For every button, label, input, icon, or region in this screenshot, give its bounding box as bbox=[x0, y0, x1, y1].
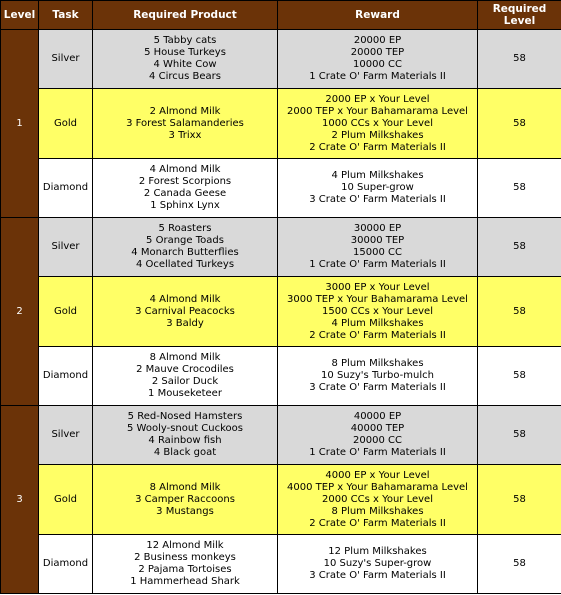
reward-item: 3000 EP x Your Level bbox=[325, 281, 430, 293]
table-row bbox=[1, 218, 561, 277]
reward-item: 20000 TEP bbox=[350, 47, 405, 58]
reward-item: 15000 CC bbox=[353, 247, 402, 258]
reward-item: 3000 TEP x Your Bahamarama Level bbox=[287, 293, 468, 305]
reward-item: 1000 CCs x Your Level bbox=[321, 117, 433, 129]
task-tier-cell: Diamond bbox=[39, 535, 93, 594]
reward-item: 4 Plum Milkshakes bbox=[331, 317, 424, 329]
reward-cell bbox=[278, 89, 478, 159]
task-tier-cell: Diamond bbox=[39, 347, 93, 406]
task-tier-cell: Gold bbox=[39, 277, 93, 347]
product-item: 8 Almond Milk bbox=[149, 352, 221, 363]
product-item: 2 Canada Geese bbox=[143, 188, 227, 199]
product-item: 4 Monarch Butterflies bbox=[131, 247, 239, 258]
product-item: 3 Carnival Peacocks bbox=[135, 305, 235, 317]
product-item: 2 Pajama Tortoises bbox=[138, 564, 232, 575]
required-product-cell bbox=[93, 218, 278, 277]
product-item: 2 Business monkeys bbox=[134, 552, 236, 563]
required-product-cell bbox=[93, 159, 278, 218]
reward-item: 10 Super-grow bbox=[341, 182, 414, 193]
product-item: 3 Mustangs bbox=[156, 505, 214, 517]
required-level-cell: 58 bbox=[478, 218, 561, 277]
header-task: Task bbox=[39, 1, 93, 30]
table-row bbox=[1, 159, 561, 218]
reward-item: 3 Crate O' Farm Materials II bbox=[309, 570, 446, 581]
required-level-cell: 58 bbox=[478, 347, 561, 406]
reward-item: 4 Plum Milkshakes bbox=[331, 170, 424, 181]
reward-item: 10 Suzy's Super-grow bbox=[323, 558, 432, 569]
reward-item: 2 Crate O' Farm Materials II bbox=[309, 517, 446, 529]
header-required-level: Required Level bbox=[478, 1, 561, 30]
task-tier-cell: Silver bbox=[39, 30, 93, 89]
product-item: 3 Trixx bbox=[168, 129, 202, 141]
reward-item: 8 Plum Milkshakes bbox=[331, 505, 424, 517]
product-item: 1 Mouseketeer bbox=[148, 388, 222, 399]
required-product-cell bbox=[93, 535, 278, 594]
required-product-cell bbox=[93, 89, 278, 159]
task-tier-cell: Gold bbox=[39, 89, 93, 159]
reward-item: 40000 EP bbox=[353, 411, 402, 422]
table-row bbox=[1, 30, 561, 89]
reward-item: 2000 EP x Your Level bbox=[325, 93, 430, 105]
product-item: 1 Sphinx Lynx bbox=[150, 200, 220, 211]
product-item: 4 Rainbow fish bbox=[148, 435, 222, 446]
table-body bbox=[1, 30, 561, 594]
required-product-cell bbox=[93, 465, 278, 535]
reward-cell bbox=[278, 535, 478, 594]
task-tier-cell: Silver bbox=[39, 218, 93, 277]
required-level-cell: 58 bbox=[478, 465, 561, 535]
reward-item: 2000 TEP x Your Bahamarama Level bbox=[287, 105, 468, 117]
required-level-cell: 58 bbox=[478, 159, 561, 218]
level-cell: 3 bbox=[1, 406, 39, 594]
table-row bbox=[1, 347, 561, 406]
reward-item: 4000 TEP x Your Bahamarama Level bbox=[287, 481, 468, 493]
table-row bbox=[1, 89, 561, 159]
reward-cell bbox=[278, 465, 478, 535]
reward-item: 4000 EP x Your Level bbox=[325, 469, 430, 481]
reward-cell bbox=[278, 218, 478, 277]
table-row bbox=[1, 406, 561, 465]
level-cell: 2 bbox=[1, 218, 39, 406]
required-product-cell bbox=[93, 30, 278, 89]
reward-item: 2 Crate O' Farm Materials II bbox=[309, 329, 446, 341]
product-item: 5 Orange Toads bbox=[146, 235, 224, 246]
product-item: 4 Circus Bears bbox=[149, 71, 221, 82]
reward-item: 1 Crate O' Farm Materials II bbox=[309, 447, 446, 458]
reward-cell bbox=[278, 277, 478, 347]
product-item: 4 Black goat bbox=[153, 447, 217, 458]
reward-item: 8 Plum Milkshakes bbox=[331, 358, 424, 369]
reward-item: 2 Plum Milkshakes bbox=[331, 129, 424, 141]
required-level-cell: 58 bbox=[478, 406, 561, 465]
product-item: 5 Tabby cats bbox=[153, 35, 217, 46]
reward-cell bbox=[278, 406, 478, 465]
reward-cell bbox=[278, 347, 478, 406]
reward-item: 10 Suzy's Turbo-mulch bbox=[321, 370, 434, 381]
reward-item: 2000 CCs x Your Level bbox=[321, 493, 433, 505]
required-product-cell bbox=[93, 347, 278, 406]
required-level-cell: 58 bbox=[478, 30, 561, 89]
reward-item: 1500 CCs x Your Level bbox=[321, 305, 433, 317]
product-item: 2 Almond Milk bbox=[149, 105, 221, 117]
product-item: 1 Hammerhead Shark bbox=[130, 576, 240, 587]
product-item: 5 House Turkeys bbox=[144, 47, 226, 58]
product-item: 3 Baldy bbox=[166, 317, 204, 329]
task-tier-cell: Silver bbox=[39, 406, 93, 465]
reward-item: 30000 EP bbox=[353, 223, 402, 234]
reward-item: 20000 EP bbox=[353, 35, 402, 46]
reward-item: 30000 TEP bbox=[350, 235, 405, 246]
reward-item: 3 Crate O' Farm Materials II bbox=[309, 194, 446, 205]
product-item: 4 Almond Milk bbox=[149, 293, 221, 305]
header-required-product: Required Product bbox=[93, 1, 278, 30]
task-tier-cell: Gold bbox=[39, 465, 93, 535]
product-item: 4 White Cow bbox=[153, 59, 217, 70]
product-item: 2 Sailor Duck bbox=[151, 376, 219, 387]
reward-item: 1 Crate O' Farm Materials II bbox=[309, 259, 446, 270]
product-item: 4 Ocellated Turkeys bbox=[135, 259, 235, 270]
product-item: 4 Almond Milk bbox=[149, 164, 221, 175]
reward-item: 3 Crate O' Farm Materials II bbox=[309, 382, 446, 393]
reward-cell bbox=[278, 30, 478, 89]
task-tier-cell: Diamond bbox=[39, 159, 93, 218]
header-level: Level bbox=[1, 1, 39, 30]
required-level-cell: 58 bbox=[478, 277, 561, 347]
product-item: 12 Almond Milk bbox=[146, 540, 224, 551]
reward-item: 2 Crate O' Farm Materials II bbox=[309, 141, 446, 153]
product-item: 2 Mauve Crocodiles bbox=[136, 364, 234, 375]
product-item: 5 Red-Nosed Hamsters bbox=[127, 411, 243, 422]
reward-item: 40000 TEP bbox=[350, 423, 405, 434]
table-row bbox=[1, 465, 561, 535]
product-item: 3 Forest Salamanderies bbox=[126, 117, 244, 129]
product-item: 5 Wooly-snout Cuckoos bbox=[126, 423, 243, 434]
reward-item: 10000 CC bbox=[353, 59, 402, 70]
header-row bbox=[1, 1, 561, 30]
table-row bbox=[1, 277, 561, 347]
level-cell: 1 bbox=[1, 30, 39, 218]
reward-item: 1 Crate O' Farm Materials II bbox=[309, 71, 446, 82]
table-row bbox=[1, 535, 561, 594]
required-level-cell: 58 bbox=[478, 89, 561, 159]
product-item: 2 Forest Scorpions bbox=[138, 176, 232, 187]
product-item: 5 Roasters bbox=[158, 223, 212, 234]
product-item: 8 Almond Milk bbox=[149, 481, 221, 493]
header-reward: Reward bbox=[278, 1, 478, 30]
required-level-cell: 58 bbox=[478, 535, 561, 594]
reward-cell bbox=[278, 159, 478, 218]
product-item: 3 Camper Raccoons bbox=[135, 493, 235, 505]
reward-item: 20000 CC bbox=[353, 435, 402, 446]
required-product-cell bbox=[93, 406, 278, 465]
required-product-cell bbox=[93, 277, 278, 347]
reward-item: 12 Plum Milkshakes bbox=[328, 546, 427, 557]
